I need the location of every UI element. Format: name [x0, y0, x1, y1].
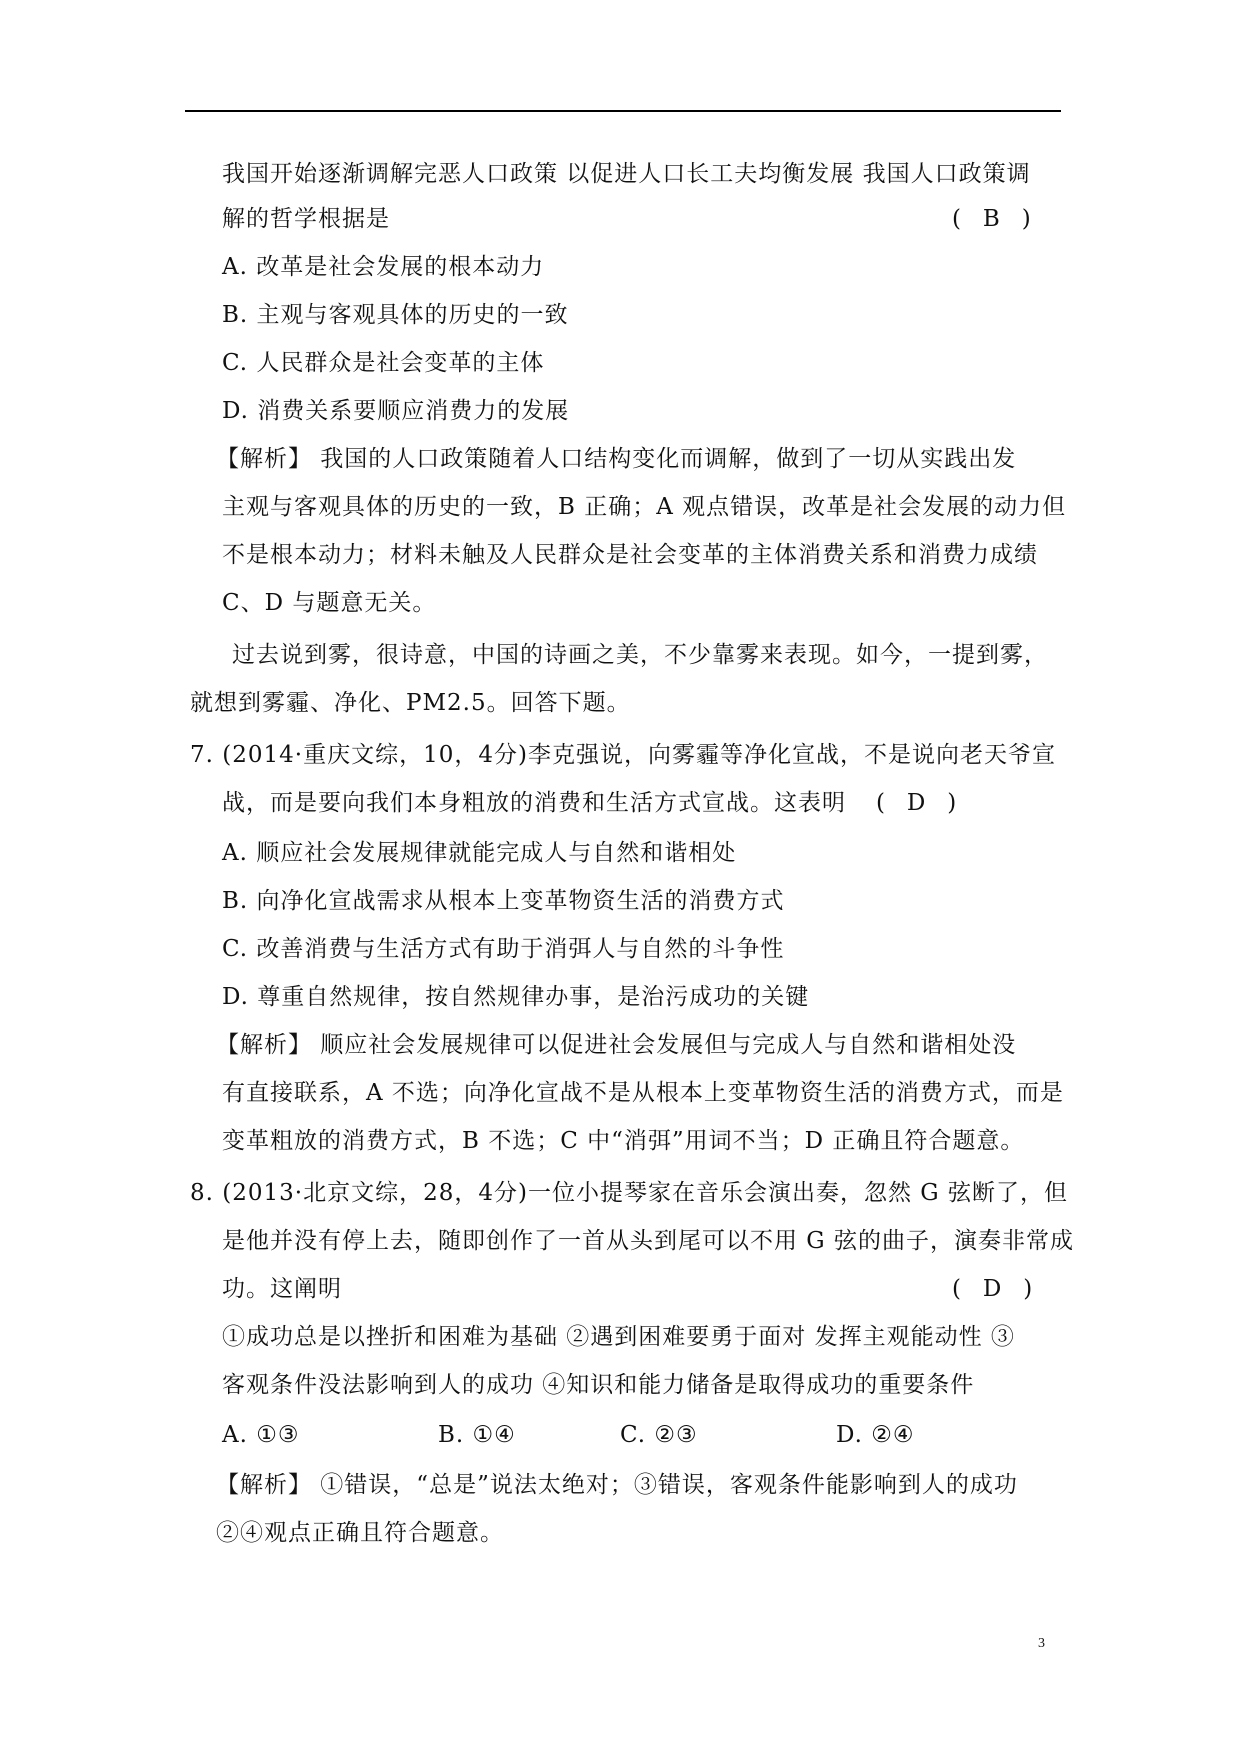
- q6-analysis-line-2: 主观与客观具体的历史的一致，B 正确；A 观点错误，改革是社会发展的动力但: [222, 494, 1067, 520]
- q6-stem-line-1: 我国开始逐渐调解完恶人口政策 以促进人口长工夫均衡发展 我国人口政策调: [222, 161, 1031, 187]
- q7-option-d: D. 尊重自然规律，按自然规律办事，是治污成功的关键: [222, 984, 810, 1010]
- passage-line-1: 过去说到雾，很诗意，中国的诗画之美，不少靠雾来表现。如今，一提到雾，: [232, 642, 1048, 668]
- q7-option-c: C. 改善消费与生活方式有助于消弭人与自然的斗争性: [222, 936, 785, 962]
- q8-option-c: C. ②③: [620, 1422, 698, 1448]
- q6-answer: ( B ): [952, 206, 1031, 232]
- header-rule: [185, 110, 1061, 112]
- q7-analysis-line-3: 变革粗放的消费方式，B 不选；C 中“消弭”用词不当；D 正确且符合题意。: [222, 1128, 1025, 1154]
- q8-statements-line-1: ①成功总是以挫折和困难为基础 ②遇到困难要勇于面对 发挥主观能动性 ③: [222, 1324, 1015, 1350]
- q8-statements-line-2: 客观条件没法影响到人的成功 ④知识和能力储备是取得成功的重要条件: [222, 1372, 975, 1398]
- q8-analysis-line-2: ②④观点正确且符合题意。: [216, 1520, 504, 1546]
- q7-stem-line-1: 7. (2014·重庆文综，10，4分)李克强说，向雾霾等净化宣战，不是说向老天爷宣: [190, 742, 1056, 768]
- q8-stem-line-2: 是他并没有停上去，随即创作了一首从头到尾可以不用 G 弦的曲子，演奏非常成: [222, 1228, 1074, 1254]
- q8-option-b: B. ①④: [438, 1422, 516, 1448]
- q6-option-c: C. 人民群众是社会变革的主体: [222, 350, 545, 376]
- q8-analysis-line-1: 【解析】 ①错误，“总是”说法太绝对；③错误，客观条件能影响到人的成功: [216, 1472, 1018, 1498]
- q8-option-a: A. ①③: [222, 1422, 300, 1448]
- q7-option-b: B. 向净化宣战需求从根本上变革物资生活的消费方式: [222, 888, 785, 914]
- q8-option-d: D. ②④: [836, 1422, 915, 1448]
- q6-option-a: A. 改革是社会发展的根本动力: [222, 254, 545, 280]
- q7-option-a: A. 顺应社会发展规律就能完成人与自然和谐相处: [222, 840, 737, 866]
- q6-option-b: B. 主观与客观具体的历史的一致: [222, 302, 569, 328]
- q7-analysis-line-1: 【解析】 顺应社会发展规律可以促进社会发展但与完成人与自然和谐相处没: [216, 1032, 1017, 1058]
- q8-stem-line-3: 功。这阐明: [222, 1276, 342, 1302]
- q6-option-d: D. 消费关系要顺应消费力的发展: [222, 398, 570, 424]
- q6-analysis-line-3: 不是根本动力；材料未触及人民群众是社会变革的主体消费关系和消费力成绩: [222, 542, 1038, 568]
- q6-analysis-line-4: C、D 与题意无关。: [222, 590, 437, 616]
- q7-answer: ( D ): [876, 790, 957, 816]
- passage-line-2: 就想到雾霾、净化、PM2.5。回答下题。: [190, 690, 631, 716]
- q6-stem-line-2: 解的哲学根据是: [222, 206, 390, 232]
- q8-stem-line-1: 8. (2013·北京文综，28，4分)一位小提琴家在音乐会演出奏，忽然 G 弦断了，但: [190, 1180, 1068, 1206]
- page-number: 3: [1038, 1636, 1045, 1651]
- q7-analysis-line-2: 有直接联系，A 不选；向净化宣战不是从根本上变革物资生活的消费方式，而是: [222, 1080, 1064, 1106]
- q8-answer: ( D ): [952, 1276, 1033, 1302]
- q6-analysis-line-1: 【解析】 我国的人口政策随着人口结构变化而调解，做到了一切从实践出发: [216, 446, 1017, 472]
- q7-stem-line-2: 战，而是要向我们本身粗放的消费和生活方式宣战。这表明: [222, 790, 846, 816]
